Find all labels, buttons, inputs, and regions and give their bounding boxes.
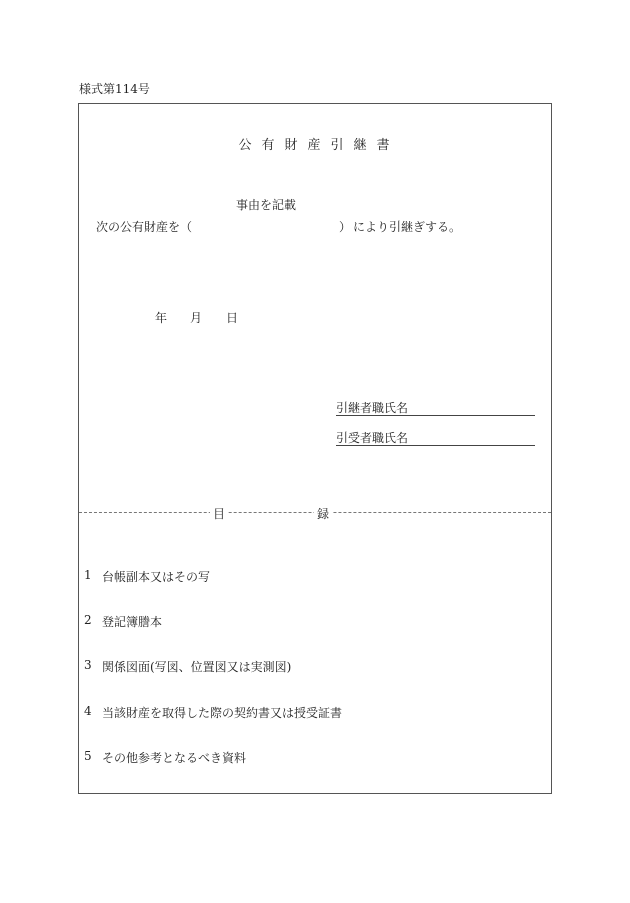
document-title: 公有財産引継書: [238, 138, 400, 153]
list-heading-char-2: 録: [314, 505, 332, 522]
list-item-text: 関係図面(写図、位置図又は実測図): [102, 660, 292, 674]
list-item-text: 登記簿謄本: [102, 615, 163, 629]
transferor-signature-line[interactable]: [336, 399, 535, 416]
list-item-text: 台帳副本又はその写: [102, 570, 211, 584]
date-day-label: 日: [226, 311, 239, 325]
recipient-signature-line[interactable]: [336, 429, 535, 446]
date-year-label: 年: [155, 311, 168, 325]
list-item-number: 4: [84, 704, 92, 718]
list-item-number: 1: [84, 568, 92, 582]
list-item-number: 3: [84, 658, 92, 672]
list-heading-char-1: 目: [210, 505, 228, 522]
reason-paren-open: （: [180, 220, 193, 234]
transfer-sentence-suffix: により引継ぎする。: [353, 220, 462, 234]
list-item-number: 2: [84, 613, 92, 627]
form-number: 様式第114号: [79, 82, 150, 96]
transferor-label: 引継者職氏名: [336, 401, 409, 415]
list-item-text: その他参考となるべき資料: [102, 751, 247, 765]
list-item-text: 当該財産を取得した際の契約書又は授受証書: [102, 706, 343, 720]
list-item-number: 5: [84, 749, 92, 763]
form-frame: [78, 103, 552, 794]
transfer-sentence-prefix: 次の公有財産を: [96, 220, 181, 234]
date-month-label: 月: [190, 311, 203, 325]
recipient-label: 引受者職氏名: [336, 431, 409, 445]
reason-paren-close: ）: [339, 220, 352, 234]
reason-note: 事由を記載: [236, 198, 297, 212]
